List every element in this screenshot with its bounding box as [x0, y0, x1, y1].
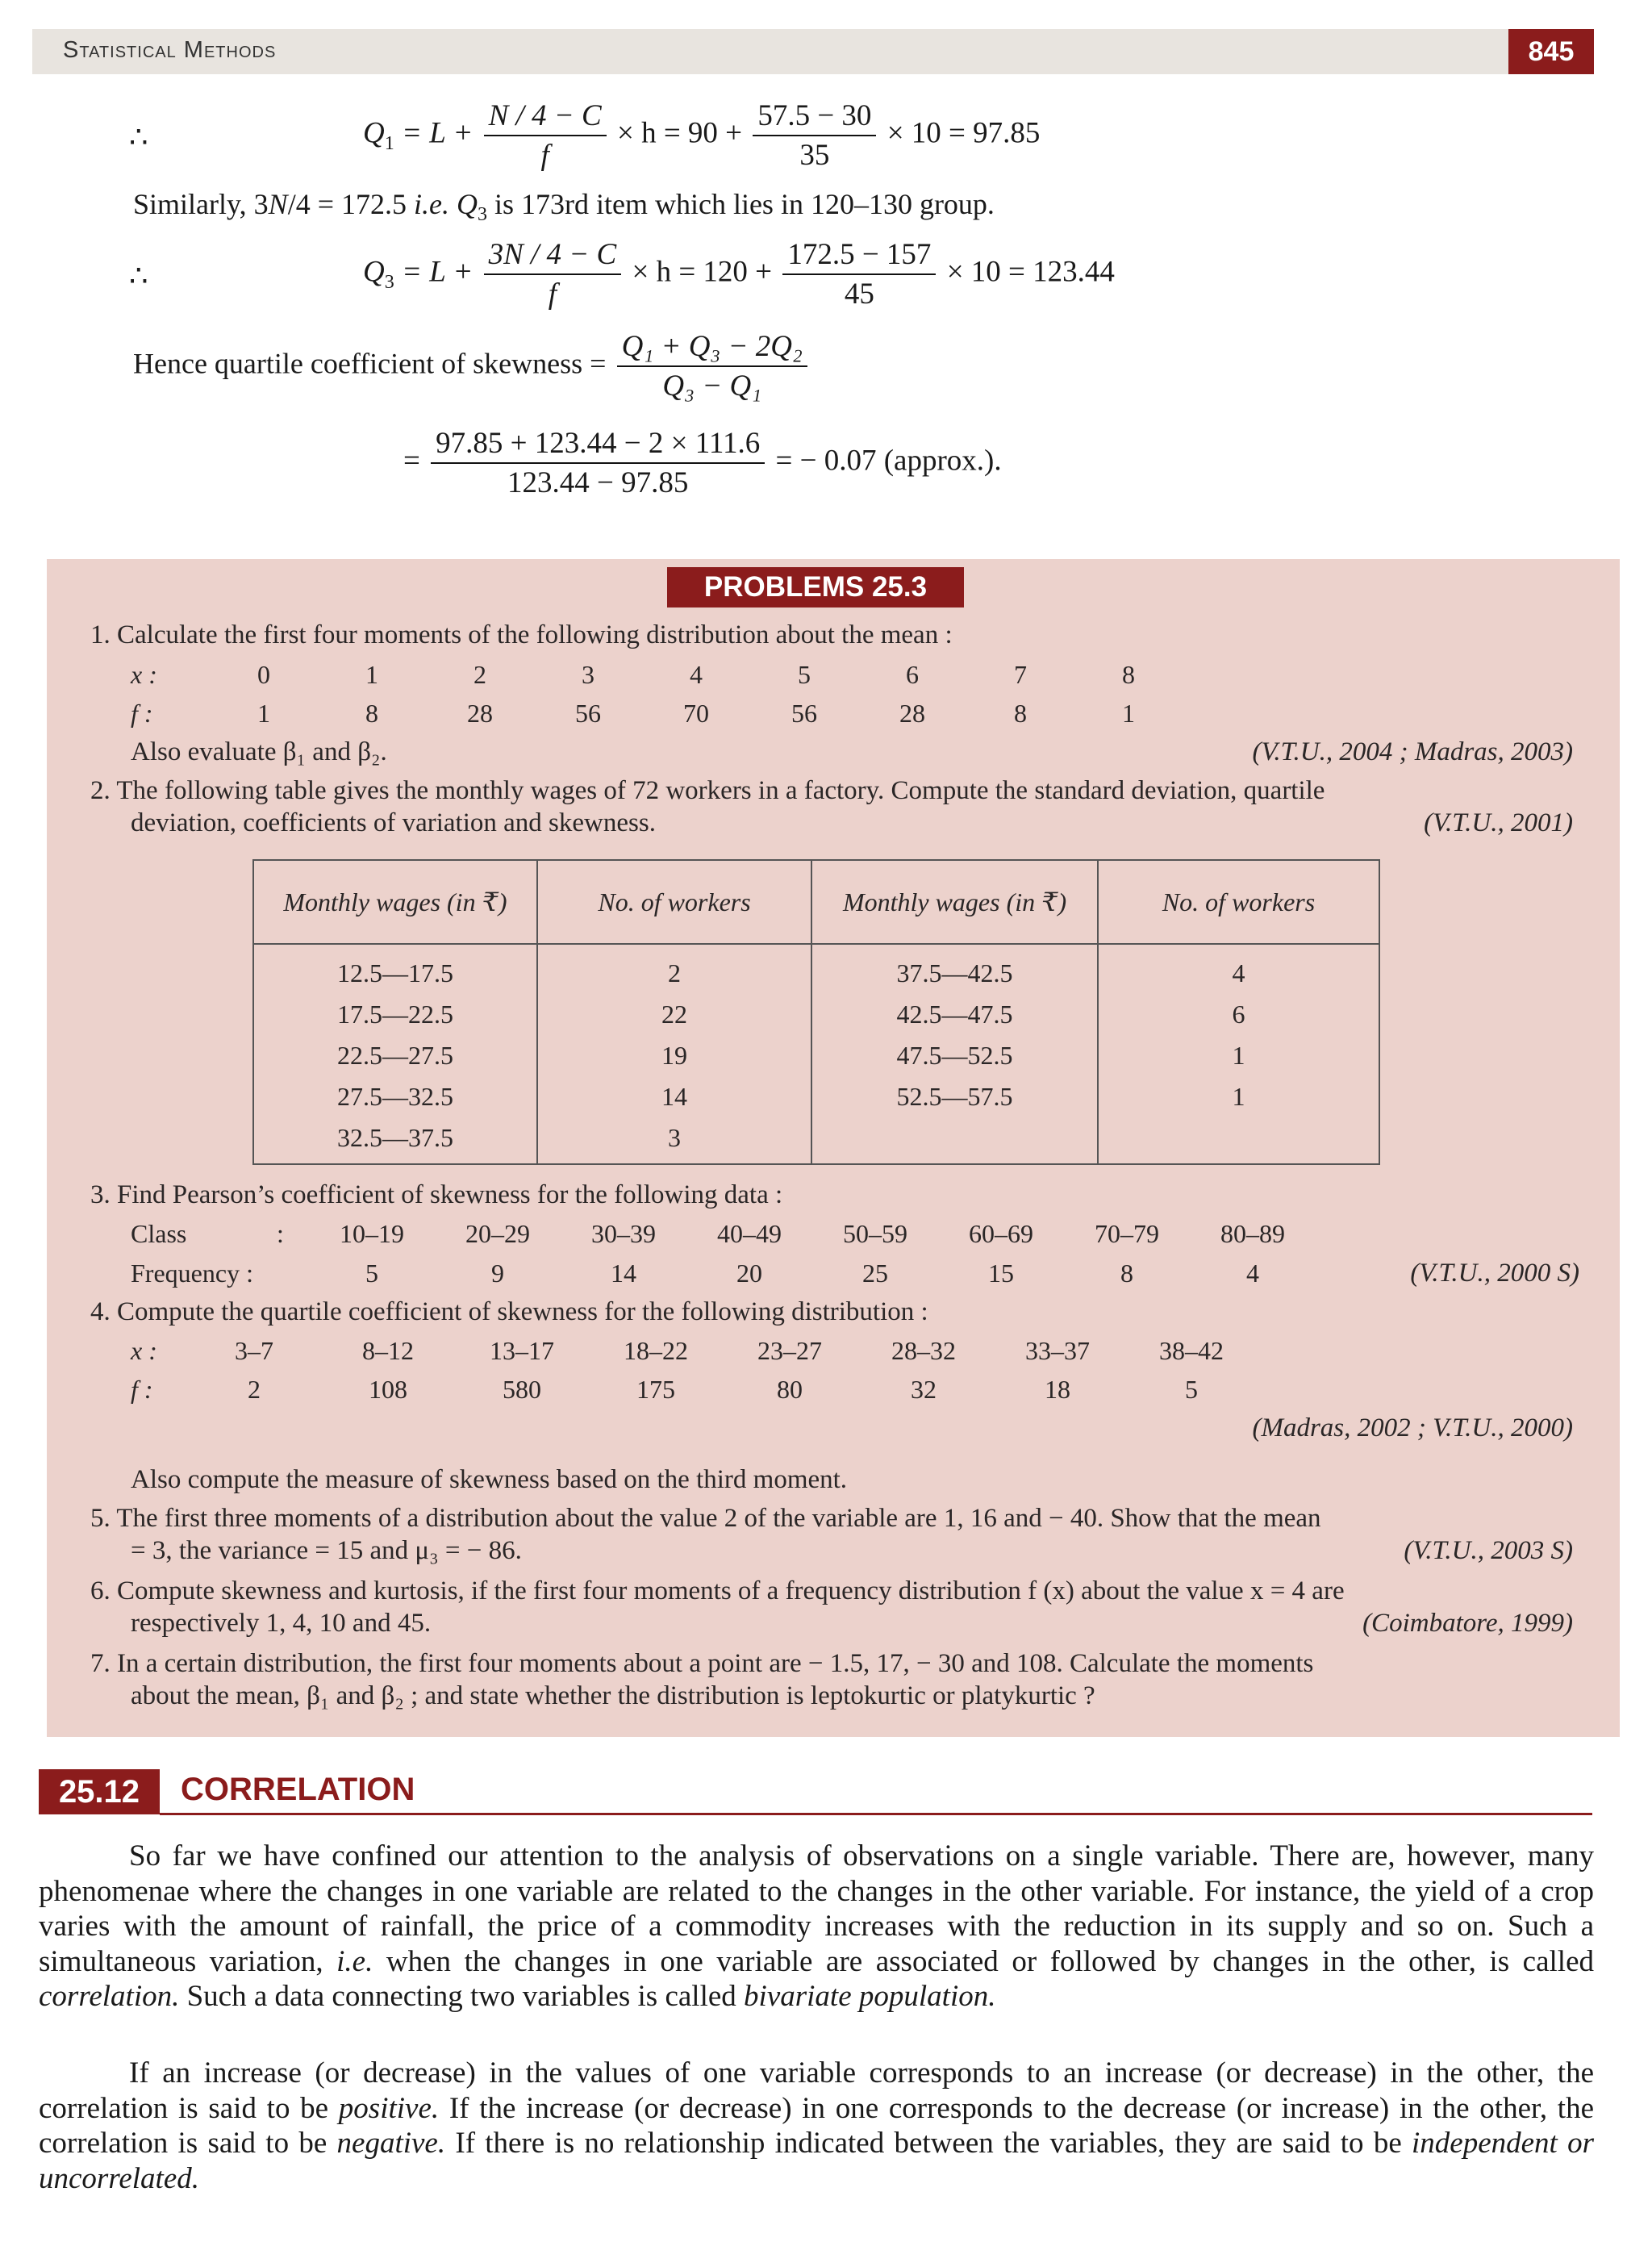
table-cell-workers: 6: [1232, 1000, 1245, 1029]
problem-5-text-2: = 3, the variance = 15 and μ₃ = − 86.: [131, 1536, 522, 1565]
problem-5-text-1: 5. The first three moments of a distribution about the value 2 of the variable are 1, 16 and − 40. Show that the mean: [90, 1504, 1321, 1533]
q1-lhs: Q: [363, 116, 385, 150]
p3-class-colon: :: [277, 1219, 284, 1248]
q1-frac-den: f: [540, 139, 549, 172]
p4-f-value: 32: [911, 1375, 937, 1404]
table-cell-wages: 47.5—52.5: [896, 1041, 1013, 1070]
problem-2-source: (V.T.U., 2001): [1424, 808, 1573, 837]
p1-x-value: 4: [690, 660, 703, 689]
p1-x-label: x :: [131, 660, 157, 689]
q1-fraction-2: [753, 98, 876, 173]
para1-ie: i.e.: [336, 1944, 373, 1978]
q3-mid: = L +: [394, 255, 473, 289]
final-fraction: [431, 426, 765, 500]
q1-equation: [363, 98, 1040, 173]
q3-equation: [363, 237, 1115, 311]
similarly-text-c: /4 = 172.5: [287, 188, 414, 220]
table-header-row: [253, 860, 1379, 944]
p1-f-value: 56: [575, 699, 601, 728]
final-eq-sign: =: [403, 444, 420, 478]
p4-x-value: 23–27: [757, 1336, 822, 1365]
p1-x-value: 7: [1014, 660, 1027, 689]
therefore-symbol-2: ∴: [129, 260, 148, 293]
similarly-ie: i.e.: [414, 188, 449, 220]
p3-class-label: Class: [131, 1219, 187, 1248]
p3-class-value: 70–79: [1095, 1219, 1159, 1248]
q1-sub: 1: [384, 132, 394, 154]
table-header-cell: Monthly wages (in ₹): [253, 860, 537, 944]
table-cell-wages: 22.5—27.5: [336, 1041, 453, 1070]
problems-title: PROBLEMS 25.3: [667, 567, 964, 607]
table-cell-wages: 32.5—37.5: [336, 1123, 453, 1152]
p1-f-value: 8: [365, 699, 378, 728]
q1-times-h: × h = 90 +: [616, 116, 743, 150]
p3-class-value: 10–19: [340, 1219, 404, 1248]
p3-class-value: 30–39: [591, 1219, 656, 1248]
p4-f-value: 108: [369, 1375, 407, 1404]
q1-frac2-num: 57.5 − 30: [753, 98, 876, 136]
para1-text-b: when the changes in one variable are associated or followed by changes in the other, is called: [373, 1944, 1594, 1978]
running-title: Statistical Methods: [63, 37, 277, 63]
q3-fraction-2: [782, 237, 936, 311]
problem-6-text-2: respectively 1, 4, 10 and 45.: [131, 1609, 432, 1638]
p3-class-value: 20–29: [465, 1219, 530, 1248]
q3-frac2-num: 172.5 − 157: [782, 237, 936, 275]
p3-frequency-value: 20: [736, 1259, 762, 1288]
final-num: 97.85 + 123.44 − 2 × 111.6: [431, 426, 765, 464]
problem-1-also: Also evaluate β₁ and β₂.: [131, 737, 387, 766]
hence-num: Q₁ + Q₃ − 2Q₂: [617, 329, 807, 367]
problem-2-text-1: 2. The following table gives the monthly wages of 72 workers in a factory. Compute the standard deviation, quartile: [90, 776, 1325, 805]
q1-mid: = L +: [394, 116, 473, 150]
problem-3-text: 3. Find Pearson’s coefficient of skewness for the following data :: [90, 1180, 783, 1209]
p1-x-value: 1: [365, 660, 378, 689]
p4-f-value: 175: [636, 1375, 675, 1404]
p3-frequency-value: 8: [1120, 1259, 1133, 1288]
problem-7-text-2: about the mean, β₁ and β₂ ; and state whether the distribution is leptokurtic or platykurtic ?: [131, 1681, 1095, 1710]
table-column-wages-2: [811, 944, 1098, 1164]
problem-2-text-2: deviation, coefficients of variation and skewness.: [131, 808, 656, 837]
q3-frac2-den: 45: [844, 278, 874, 311]
p3-frequency-label: Frequency :: [131, 1259, 253, 1288]
hence-line: [133, 329, 811, 403]
para2-text-a: If an increase (or decrease) in the values of one variable corresponds to an increase (or decrease) in the other, the correlation is said to be: [39, 2056, 1594, 2125]
page-number: 845: [1508, 29, 1594, 74]
problem-3-source: (V.T.U., 2000 S): [1410, 1259, 1579, 1288]
problem-6-source: (Coimbatore, 1999): [1362, 1609, 1573, 1638]
p3-class-value: 50–59: [843, 1219, 907, 1248]
p1-x-value: 3: [582, 660, 594, 689]
para1-bivariate: bivariate population.: [744, 1980, 996, 2013]
para2-text-b: If the increase (or decrease) in one corresponds to the decrease (or increase) in the other, the correlation is said to be: [39, 2091, 1594, 2160]
problem-4-also: Also compute the measure of skewness based on the third moment.: [131, 1465, 848, 1494]
p1-x-value: 2: [473, 660, 486, 689]
table-cell-workers: 4: [1232, 958, 1245, 987]
p4-x-label: x :: [131, 1336, 157, 1365]
table-body-row: [253, 944, 1379, 1164]
p3-frequency-value: 15: [988, 1259, 1014, 1288]
p4-x-value: 18–22: [624, 1336, 688, 1365]
p1-f-value: 28: [467, 699, 493, 728]
p3-frequency-value: 9: [491, 1259, 504, 1288]
wages-table: [252, 859, 1380, 1165]
therefore-symbol-1: ∴: [129, 121, 148, 154]
p3-frequency-value: 25: [862, 1259, 888, 1288]
table-column-workers-1: [537, 944, 811, 1164]
p3-frequency-value: 4: [1246, 1259, 1259, 1288]
p4-f-value: 2: [248, 1375, 261, 1404]
similarly-q: Q: [448, 188, 478, 220]
q1-fraction: [484, 98, 607, 173]
q3-frac-den: f: [548, 278, 557, 311]
table-cell-workers: 14: [661, 1082, 688, 1111]
para2-negative: negative.: [336, 2127, 446, 2160]
table-cell-wages: 37.5—42.5: [896, 958, 1013, 987]
table-cell-workers: 1: [1232, 1041, 1245, 1070]
p1-x-value: 8: [1122, 660, 1135, 689]
problem-1-source: (V.T.U., 2004 ; Madras, 2003): [1252, 737, 1573, 766]
para1-correlation: correlation.: [39, 1980, 180, 2013]
section-rule: [160, 1813, 1592, 1815]
table-cell-workers: 19: [661, 1041, 688, 1070]
problem-1-text: 1. Calculate the first four moments of the following distribution about the mean :: [90, 620, 953, 649]
problem-6-text-1: 6. Compute skewness and kurtosis, if the first four moments of a frequency distribution f (x) about the value x = 4 are: [90, 1576, 1345, 1605]
para2-positive: positive.: [338, 2091, 440, 2125]
similarly-q-sub: 3: [477, 204, 487, 226]
table-cell-wages: 17.5—22.5: [336, 1000, 453, 1029]
problem-5-source: (V.T.U., 2003 S): [1404, 1536, 1573, 1565]
q1-frac2-den: 35: [799, 139, 830, 172]
q3-lhs: Q: [363, 255, 385, 289]
p1-f-label: f :: [131, 699, 153, 728]
p1-f-value: 8: [1014, 699, 1027, 728]
p1-x-value: 5: [798, 660, 811, 689]
table-header-cell: No. of workers: [537, 860, 811, 944]
para2-text-c: If there is no relationship indicated between the variables, they are said to be: [445, 2127, 1412, 2160]
p3-class-value: 80–89: [1220, 1219, 1285, 1248]
similarly-text-e: is 173rd item which lies in 120–130 group.: [486, 188, 995, 220]
p1-f-value: 1: [1122, 699, 1135, 728]
p1-f-value: 28: [899, 699, 925, 728]
p1-f-value: 1: [257, 699, 270, 728]
table-cell-workers: 1: [1232, 1082, 1245, 1111]
p4-x-value: 3–7: [235, 1336, 273, 1365]
p4-x-value: 28–32: [891, 1336, 956, 1365]
p1-x-value: 0: [257, 660, 270, 689]
final-den: 123.44 − 97.85: [507, 466, 689, 499]
final-line: [403, 426, 1002, 500]
p3-class-value: 40–49: [717, 1219, 782, 1248]
p3-frequency-value: 14: [611, 1259, 636, 1288]
similarly-text-n: N: [268, 188, 288, 220]
para2-independent: independent or uncorrelated.: [39, 2127, 1594, 2195]
hence-fraction: [617, 329, 807, 403]
p4-f-label: f :: [131, 1375, 153, 1404]
similarly-line: [133, 187, 995, 226]
p4-f-value: 80: [777, 1375, 803, 1404]
q1-frac-num: N / 4 − C: [484, 98, 607, 136]
table-cell-workers: 3: [668, 1123, 682, 1152]
p1-f-value: 56: [791, 699, 817, 728]
paragraph-1: [39, 1839, 1594, 2014]
final-result: = − 0.07 (approx.).: [775, 444, 1002, 478]
paragraph-2: [39, 2056, 1594, 2196]
table-cell-workers: 22: [661, 1000, 688, 1029]
table-cell-wages: 42.5—47.5: [896, 1000, 1013, 1029]
problem-4-source: (Madras, 2002 ; V.T.U., 2000): [1252, 1413, 1573, 1442]
para1-text-a: So far we have confined our attention to the analysis of observations on a single variable. There are, however, many phenomenae where the changes in one variable are related to the changes in the other variable. For instance, the yield of a crop varies with the amount of rainfall, the price of a commodity increases with the reduction in its supply and so on. Such a simultaneous variation,: [39, 1839, 1594, 1978]
table-cell-wages: 52.5—57.5: [896, 1082, 1013, 1111]
q3-fraction: [484, 237, 622, 311]
section-number: 25.12: [39, 1769, 160, 1814]
q3-times-h: × h = 120 +: [632, 255, 773, 289]
problem-4-text: 4. Compute the quartile coefficient of skewness for the following distribution :: [90, 1297, 928, 1326]
table-cell-wages: 27.5—32.5: [336, 1082, 453, 1111]
p4-x-value: 8–12: [362, 1336, 414, 1365]
p1-f-value: 70: [683, 699, 709, 728]
p4-x-value: 38–42: [1159, 1336, 1224, 1365]
similarly-text-a: Similarly, 3: [133, 188, 269, 220]
table-header-cell: No. of workers: [1098, 860, 1379, 944]
p4-f-value: 18: [1045, 1375, 1070, 1404]
table-column-workers-2: [1098, 944, 1379, 1164]
q3-sub: 3: [384, 271, 394, 293]
q3-frac-num: 3N / 4 − C: [484, 237, 622, 275]
section-title: CORRELATION: [181, 1772, 415, 1807]
hence-text: Hence quartile coefficient of skewness =: [133, 347, 607, 380]
p4-f-value: 5: [1185, 1375, 1198, 1404]
hence-den: Q₃ − Q₁: [662, 369, 762, 403]
table-cell-wages: 12.5—17.5: [336, 958, 453, 987]
p3-class-value: 60–69: [969, 1219, 1033, 1248]
p3-frequency-value: 5: [365, 1259, 378, 1288]
q1-result: × 10 = 97.85: [886, 116, 1041, 150]
para1-text-c: Such a data connecting two variables is called: [179, 1980, 745, 2013]
table-cell-workers: 2: [668, 958, 682, 987]
p1-x-value: 6: [906, 660, 919, 689]
p4-f-value: 580: [503, 1375, 541, 1404]
q3-result: × 10 = 123.44: [946, 255, 1115, 289]
table-header-cell: Monthly wages (in ₹): [811, 860, 1098, 944]
table-column-wages-1: [253, 944, 537, 1164]
p4-x-value: 33–37: [1025, 1336, 1090, 1365]
problem-7-text-1: 7. In a certain distribution, the first four moments about a point are − 1.5, 17, − 30 and 108. Calculate the moments: [90, 1649, 1314, 1678]
page-header: [32, 29, 1594, 74]
p4-x-value: 13–17: [490, 1336, 554, 1365]
